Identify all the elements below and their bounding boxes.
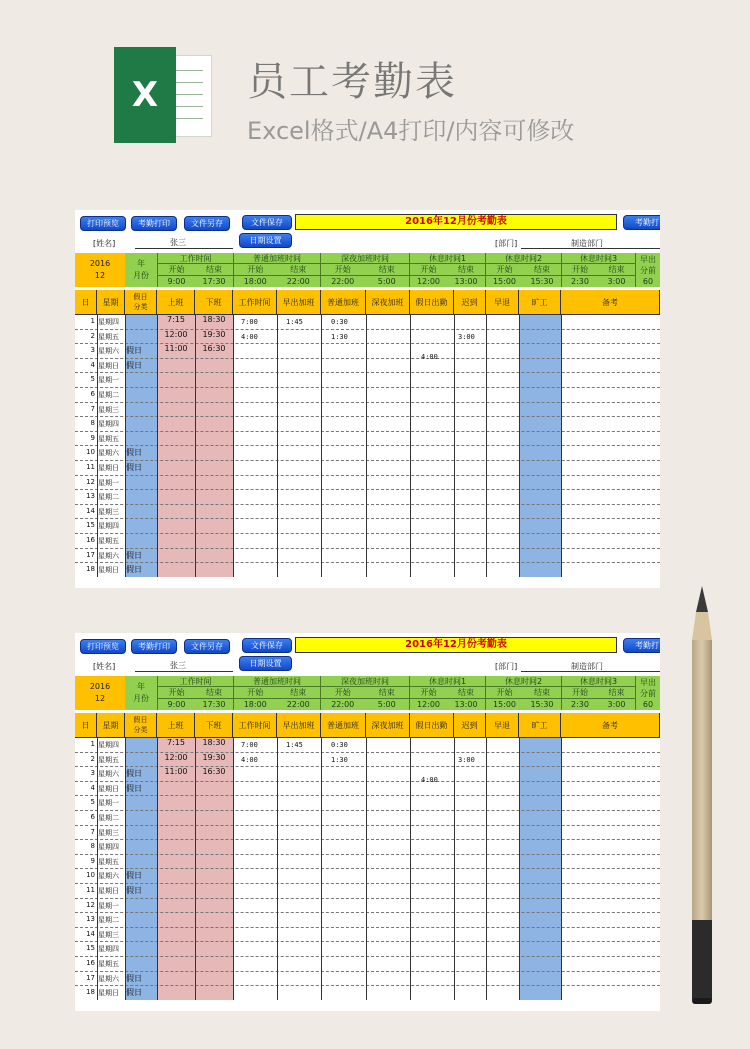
schedule-end-label: 结束 (447, 687, 485, 698)
schedule-end-value[interactable]: 22:00 (277, 698, 321, 710)
schedule-start-label: 开始 (320, 264, 365, 275)
col-header-weekday: 星期 (97, 713, 125, 737)
excel-icon (114, 47, 212, 143)
sheet-title: 2016年12月份考勤表 (295, 637, 617, 653)
schedule-end-label: 结束 (523, 687, 561, 698)
schedule-group-0: 工作时间 (157, 676, 233, 687)
row-on[interactable]: 12:00 (164, 752, 188, 762)
row-weekday: 星期六 (98, 449, 119, 458)
dept-value[interactable]: 制造部门 (571, 662, 603, 671)
schedule-end-value[interactable]: 13:00 (447, 275, 485, 287)
name-label: [姓名] (93, 239, 116, 248)
row-off[interactable]: 16:30 (202, 344, 226, 354)
file-save-button[interactable]: 文件保存 (242, 638, 292, 653)
row-weekday: 星期二 (98, 814, 119, 822)
col-header-absent: 旷工 (519, 713, 561, 737)
col-header-holiday: 假日 分类 (125, 290, 157, 314)
schedule-end-label: 结束 (365, 687, 410, 698)
year-month-label: 年 月份 (125, 676, 157, 710)
col-header-normal_ot: 普通加班 (321, 290, 366, 314)
schedule-start-value[interactable]: 2:30 (561, 275, 598, 287)
row-day: 10 (86, 448, 95, 457)
schedule-end-value[interactable]: 3:00 (598, 698, 635, 710)
dept-label: [部门] (495, 239, 518, 248)
schedule-end-label: 结束 (277, 264, 321, 275)
page-subtitle: Excel格式/A4打印/内容可修改 (247, 117, 575, 145)
row-day: 17 (86, 550, 95, 559)
row-late: 3:00 (458, 332, 475, 341)
schedule-end-label: 结束 (447, 264, 485, 275)
row-work: 4:00 (241, 332, 258, 341)
row-off[interactable]: 18:30 (202, 315, 226, 324)
col-header-early_leave: 早退 (486, 290, 519, 314)
row-day: 12 (86, 477, 95, 486)
row-day: 15 (86, 944, 95, 953)
year-value: 2016 (89, 259, 111, 268)
year-value: 2016 (89, 682, 111, 691)
col-header-normal_ot: 普通加班 (321, 713, 366, 737)
schedule-start-value[interactable]: 18:00 (233, 698, 277, 710)
attendance-print-button-2[interactable]: 考勤打 (623, 638, 660, 653)
col-header-night_ot: 深夜加班 (366, 290, 410, 314)
row-holiday-work: 4:00 (421, 776, 438, 785)
row-weekday: 星期一 (98, 376, 119, 385)
schedule-group-1: 普通加班时间 (233, 253, 320, 264)
row-weekday: 星期六 (98, 551, 119, 560)
name-value[interactable]: 张三 (170, 661, 186, 670)
row-weekday: 星期二 (98, 391, 119, 399)
attendance-print-button-2[interactable]: 考勤打 (623, 215, 660, 230)
schedule-end-value[interactable]: 15:30 (523, 698, 561, 710)
year-month-label: 年 月份 (125, 253, 157, 287)
row-weekday: 星期六 (98, 872, 119, 881)
file-save-button[interactable]: 文件保存 (242, 215, 292, 230)
row-day: 5 (90, 375, 95, 384)
schedule-group-0: 工作时间 (157, 253, 233, 264)
month-value: 12 (94, 694, 106, 703)
col-header-late: 迟到 (454, 290, 486, 314)
schedule-group-4: 休息时间2 (485, 253, 561, 264)
schedule-end-value[interactable]: 13:00 (447, 698, 485, 710)
schedule-end-label: 结束 (598, 687, 635, 698)
row-weekday: 星期一 (98, 478, 119, 487)
row-weekday: 星期四 (98, 945, 119, 954)
col-header-off: 下班 (195, 713, 233, 737)
row-day: 4 (90, 360, 95, 369)
row-day: 1 (90, 740, 95, 748)
row-work: 7:00 (241, 318, 258, 326)
row-day: 5 (90, 798, 95, 807)
schedule-start-label: 开始 (157, 264, 195, 275)
schedule-end-label: 结束 (195, 264, 233, 275)
col-header-on: 上班 (157, 713, 195, 737)
schedule-start-label: 开始 (233, 264, 277, 275)
schedule-end-label: 结束 (598, 264, 635, 275)
schedule-start-value[interactable]: 22:00 (320, 698, 365, 710)
row-on[interactable]: 11:00 (164, 767, 188, 777)
name-value[interactable]: 张三 (170, 238, 186, 247)
schedule-start-value[interactable]: 22:00 (320, 275, 365, 287)
row-on[interactable]: 7:15 (167, 738, 185, 747)
row-weekday: 星期五 (98, 537, 119, 545)
print-preview-button[interactable]: 打印预览 (80, 639, 126, 654)
col-header-day: 日 (75, 713, 97, 737)
col-header-holiday_work: 假日出勤 (410, 290, 454, 314)
row-day: 13 (86, 492, 95, 501)
row-day: 3 (90, 769, 95, 778)
row-weekday: 星期四 (98, 741, 119, 749)
schedule-end-label: 结束 (277, 687, 321, 698)
row-day: 18 (86, 988, 95, 997)
schedule-start-value[interactable]: 9:00 (157, 698, 195, 710)
row-weekday: 星期五 (98, 960, 119, 968)
row-weekday: 星期四 (98, 420, 119, 429)
row-weekday: 星期二 (98, 493, 119, 502)
schedule-end-value[interactable]: 15:30 (523, 275, 561, 287)
row-weekday: 星期日 (98, 464, 119, 472)
schedule-start-value[interactable]: 15:00 (485, 275, 523, 287)
row-day: 9 (90, 433, 95, 442)
col-header-day: 日 (75, 290, 97, 314)
col-header-early_ot: 早出加班 (277, 290, 321, 314)
row-weekday: 星期四 (98, 318, 119, 326)
schedule-start-label: 开始 (320, 687, 365, 698)
schedule-start-label: 开始 (561, 687, 598, 698)
schedule-start-value[interactable]: 15:00 (485, 698, 523, 710)
row-day: 4 (90, 783, 95, 792)
col-header-night_ot: 深夜加班 (366, 713, 410, 737)
schedule-start-label: 开始 (409, 264, 447, 275)
row-day: 12 (86, 900, 95, 909)
col-header-off: 下班 (195, 290, 233, 314)
row-day: 10 (86, 871, 95, 880)
row-on[interactable]: 7:15 (167, 315, 185, 324)
row-holiday[interactable]: 假日 (126, 360, 142, 370)
excel-icon-letter: X (114, 47, 176, 143)
row-on[interactable]: 11:00 (164, 344, 188, 354)
row-off[interactable]: 19:30 (202, 329, 226, 339)
row-day: 8 (90, 842, 95, 851)
schedule-start-label: 开始 (485, 687, 523, 698)
schedule-start-value[interactable]: 12:00 (409, 698, 447, 710)
attendance-sheet-2 (75, 633, 660, 1011)
attendance-sheet-1 (75, 210, 660, 588)
row-early-ot: 1:45 (286, 741, 303, 749)
row-day: 14 (86, 506, 95, 515)
row-work: 7:00 (241, 741, 258, 749)
date-settings-button[interactable]: 日期设置 (239, 233, 292, 248)
row-weekday: 星期一 (98, 901, 119, 910)
row-day: 3 (90, 346, 95, 355)
dept-value[interactable]: 制造部门 (571, 239, 603, 248)
row-holiday[interactable]: 假日 (126, 463, 142, 472)
schedule-group-5: 休息时间3 (561, 253, 635, 264)
schedule-end-value[interactable]: 17:30 (195, 275, 233, 287)
col-header-holiday_work: 假日出勤 (410, 713, 454, 737)
schedule-start-label: 开始 (485, 264, 523, 275)
row-day: 8 (90, 419, 95, 428)
schedule-start-value[interactable]: 2:30 (561, 698, 598, 710)
row-holiday[interactable]: 假日 (126, 783, 142, 793)
year-month-cell (75, 676, 125, 710)
col-header-early_ot: 早出加班 (277, 713, 321, 737)
row-weekday: 星期六 (98, 974, 119, 983)
attendance-print-button[interactable]: 考勤打印 (131, 639, 177, 654)
sheet-title: 2016年12月份考勤表 (295, 214, 617, 230)
col-header-weekday: 星期 (97, 290, 125, 314)
row-weekday: 星期五 (98, 332, 119, 341)
row-day: 11 (86, 463, 95, 471)
row-weekday: 星期日 (98, 989, 119, 998)
row-weekday: 星期日 (98, 784, 119, 793)
row-day: 11 (86, 886, 95, 894)
col-header-remark: 备考 (561, 713, 660, 737)
schedule-start-label: 开始 (409, 687, 447, 698)
row-holiday[interactable]: 假日 (126, 769, 142, 779)
month-value: 12 (94, 271, 106, 280)
row-holiday[interactable]: 假日 (126, 886, 142, 895)
schedule-group-2: 深夜加班时间 (320, 253, 409, 264)
row-work: 4:00 (241, 755, 258, 764)
schedule-start-value[interactable]: 12:00 (409, 275, 447, 287)
row-off[interactable]: 19:30 (202, 752, 226, 762)
schedule-start-label: 开始 (561, 264, 598, 275)
row-day: 6 (90, 813, 95, 821)
row-holiday[interactable]: 假日 (126, 550, 142, 560)
dept-label: [部门] (495, 662, 518, 671)
row-day: 2 (90, 331, 95, 340)
row-weekday: 星期二 (98, 916, 119, 925)
schedule-end-value[interactable]: 17:30 (195, 698, 233, 710)
schedule-group-4: 休息时间2 (485, 676, 561, 687)
row-weekday: 星期三 (98, 507, 119, 516)
row-holiday-work: 4:00 (421, 353, 438, 362)
row-weekday: 星期四 (98, 843, 119, 852)
row-weekday: 星期六 (98, 770, 119, 779)
row-day: 7 (90, 827, 95, 836)
row-weekday: 星期四 (98, 522, 119, 531)
row-weekday: 星期三 (98, 930, 119, 939)
col-header-holiday: 假日 分类 (125, 713, 157, 737)
schedule-end-label: 结束 (365, 264, 410, 275)
row-day: 17 (86, 973, 95, 982)
row-weekday: 星期五 (98, 755, 119, 764)
row-normal-ot: 1:30 (331, 332, 348, 341)
schedule-end-label: 结束 (523, 264, 561, 275)
row-weekday: 星期五 (98, 857, 119, 866)
row-day: 9 (90, 856, 95, 865)
print-preview-button[interactable]: 打印预览 (80, 216, 126, 231)
schedule-start-value[interactable]: 18:00 (233, 275, 277, 287)
page-title: 员工考勤表 (247, 59, 457, 105)
schedule-end-value[interactable]: 3:00 (598, 275, 635, 287)
schedule-group-3: 休息时间1 (409, 676, 485, 687)
row-weekday: 星期日 (98, 887, 119, 895)
row-day: 18 (86, 565, 95, 574)
save-as-button[interactable]: 文件另存 (184, 216, 230, 231)
row-weekday: 星期日 (98, 566, 119, 575)
row-late: 3:00 (458, 755, 475, 764)
schedule-end-label: 结束 (195, 687, 233, 698)
col-header-absent: 旷工 (519, 290, 561, 314)
row-on[interactable]: 12:00 (164, 329, 188, 339)
schedule-end-value[interactable]: 5:00 (365, 698, 410, 710)
row-normal-ot: 0:30 (331, 741, 348, 749)
row-day: 13 (86, 915, 95, 924)
row-holiday[interactable]: 假日 (126, 565, 142, 575)
date-settings-button[interactable]: 日期设置 (239, 656, 292, 671)
col-header-early_leave: 早退 (486, 713, 519, 737)
row-day: 6 (90, 390, 95, 398)
schedule-group-1: 普通加班时间 (233, 676, 320, 687)
save-as-button[interactable]: 文件另存 (184, 639, 230, 654)
row-day: 2 (90, 754, 95, 763)
row-normal-ot: 1:30 (331, 755, 348, 764)
schedule-group-3: 休息时间1 (409, 253, 485, 264)
row-normal-ot: 0:30 (331, 318, 348, 326)
row-holiday[interactable]: 假日 (126, 448, 142, 458)
row-off[interactable]: 18:30 (202, 738, 226, 747)
row-weekday: 星期日 (98, 361, 119, 370)
col-header-late: 迟到 (454, 713, 486, 737)
col-header-on: 上班 (157, 290, 195, 314)
row-weekday: 星期五 (98, 434, 119, 443)
schedule-group-2: 深夜加班时间 (320, 676, 409, 687)
year-month-cell (75, 253, 125, 287)
schedule-group-5: 休息时间3 (561, 676, 635, 687)
early-leave-setting: 早出 分前 60 (635, 676, 660, 710)
schedule-start-label: 开始 (157, 687, 195, 698)
col-header-work: 工作时间 (233, 290, 277, 314)
early-leave-setting: 早出 分前 60 (635, 253, 660, 287)
row-weekday: 星期三 (98, 405, 119, 414)
attendance-print-button[interactable]: 考勤打印 (131, 216, 177, 231)
row-weekday: 星期六 (98, 347, 119, 356)
row-day: 15 (86, 521, 95, 530)
row-off[interactable]: 16:30 (202, 767, 226, 777)
col-header-work: 工作时间 (233, 713, 277, 737)
row-day: 7 (90, 404, 95, 413)
row-day: 16 (86, 959, 95, 967)
schedule-start-value[interactable]: 9:00 (157, 275, 195, 287)
row-holiday[interactable]: 假日 (126, 988, 142, 998)
row-day: 16 (86, 536, 95, 544)
name-label: [姓名] (93, 662, 116, 671)
row-weekday: 星期一 (98, 799, 119, 808)
row-day: 1 (90, 317, 95, 325)
row-early-ot: 1:45 (286, 318, 303, 326)
row-day: 14 (86, 929, 95, 938)
schedule-end-value[interactable]: 5:00 (365, 275, 410, 287)
row-weekday: 星期三 (98, 828, 119, 837)
col-header-remark: 备考 (561, 290, 660, 314)
row-holiday[interactable]: 假日 (126, 346, 142, 356)
schedule-end-value[interactable]: 22:00 (277, 275, 321, 287)
row-holiday[interactable]: 假日 (126, 871, 142, 881)
row-holiday[interactable]: 假日 (126, 973, 142, 983)
schedule-start-label: 开始 (233, 687, 277, 698)
